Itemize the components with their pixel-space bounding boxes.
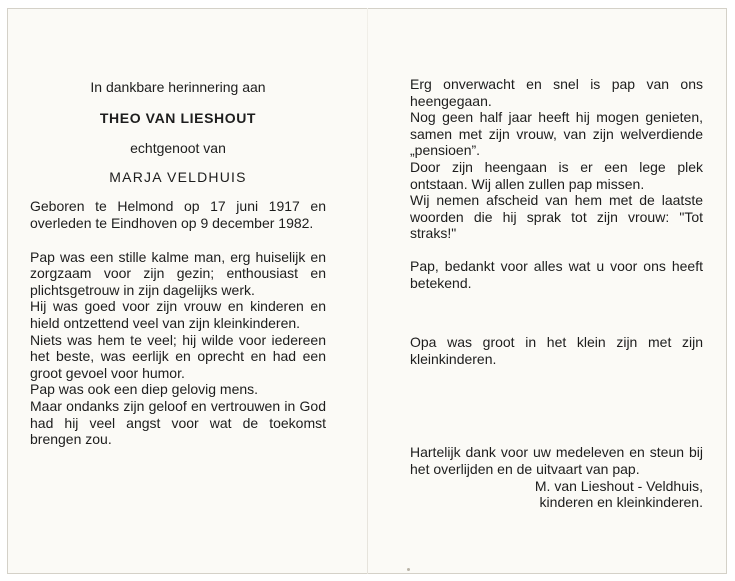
biography (30, 249, 326, 448)
left-page (30, 76, 326, 448)
intro-line: In dankbare herinnering aan (90, 79, 266, 95)
farewell-paragraph: Erg onverwacht en snel is pap van ons heengegaan. (410, 76, 703, 109)
card-fold-line (367, 8, 368, 574)
farewell-paragraph: Nog geen half jaar heeft hij mogen genieten, samen met zijn vrouw, van zijn welverdiende „pensioen”. (410, 109, 703, 159)
birth-death-text: Geboren te Helmond op 17 juni 1917 en overleden te Eindhoven op 9 december 1982. (30, 198, 326, 231)
deceased-name: THEO VAN LIESHOUT (99, 109, 257, 126)
spouse-label: echtgenoot van (130, 140, 226, 157)
farewell-paragraph: Door zijn heengaan is er een lege plek ontstaan. Wij allen zullen pap missen. (410, 158, 703, 192)
bio-paragraph: Maar ondanks zijn geloof en vertrouwen in God had hij veel angst voor wat de toekomst brengen zou. (30, 397, 326, 448)
grandfather-text: Opa was groot in het klein zijn met zijn kleinkinderen. (410, 334, 703, 367)
gratitude-text: Hartelijk dank voor uw medeleven en steun bij het overlijden en de uitvaart van pap. (410, 444, 703, 477)
spouse-name: MARJA VELDHUIS (109, 168, 247, 185)
bio-paragraph: Niets was hem te veel; hij wilde voor iedereen het beste, was eerlijk en oprecht en had een groot gevoel voor humor. (30, 331, 326, 381)
paper-speck (407, 568, 410, 571)
thanks-text: Pap, bedankt voor alles wat u voor ons heeft betekend. (410, 257, 703, 291)
signature-line-1: M. van Lieshout - Veldhuis, (534, 477, 703, 494)
signature-line-2: kinderen en kleinkinderen. (539, 494, 703, 511)
bio-paragraph: Pap was ook een diep gelovig mens. (30, 381, 259, 398)
bio-paragraph: Pap was een stille kalme man, erg huiselijk en zorgzaam voor zijn gezin; enthousiast en plichtsgetrouw in zijn dagelijks werk. (30, 248, 326, 298)
right-page (410, 76, 703, 511)
farewell-paragraph: Wij nemen afscheid van hem met de laatste woorden die hij sprak tot zijn vrouw: "Tot straks!" (410, 192, 703, 242)
bio-paragraph: Hij was goed voor zijn vrouw en kinderen en hield ontzettend veel van zijn kleinkinderen. (30, 298, 326, 331)
farewell-text (410, 76, 703, 242)
